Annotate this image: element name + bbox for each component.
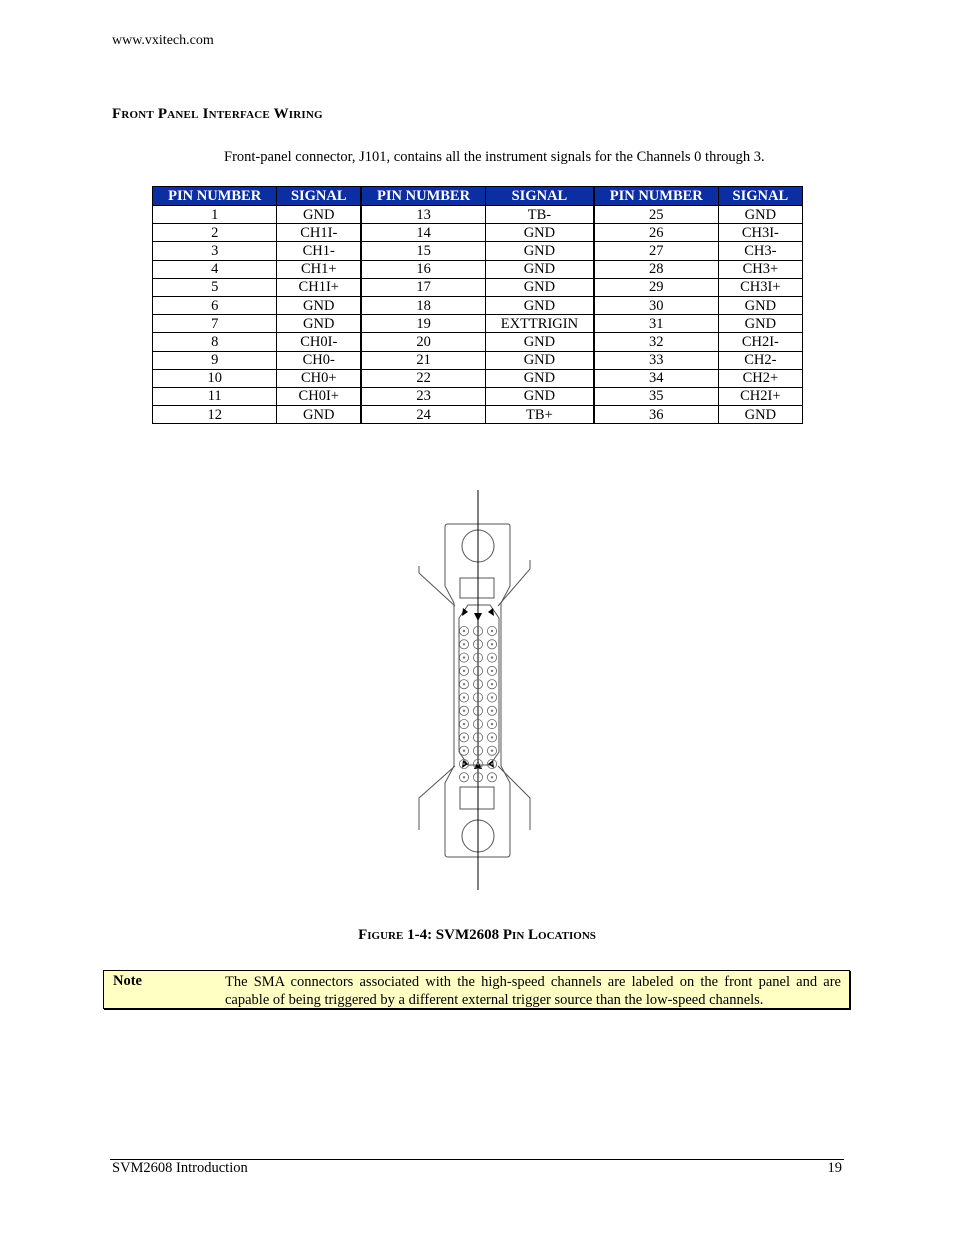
signal-cell: EXTTRIGIN	[486, 315, 594, 333]
pin-center-icon	[477, 750, 479, 752]
pin-number-cell: 30	[594, 296, 718, 314]
pin-center-icon	[477, 683, 479, 685]
guide-line	[419, 766, 455, 830]
note-text: The SMA connectors associated with the high-speed channels are labeled on the front panel and are capable of being triggered by a different external trigger source than the low-speed channels.	[225, 974, 841, 1008]
table-row	[153, 387, 803, 405]
signal-cell: TB-	[486, 206, 594, 224]
table-row	[153, 224, 803, 242]
signal-cell: CH2I-	[718, 333, 802, 351]
connector-diagram	[410, 490, 550, 895]
pin-number-cell: 8	[153, 333, 277, 351]
pin-center-icon	[477, 696, 479, 698]
signal-cell: GND	[486, 296, 594, 314]
pin-center-icon	[491, 736, 493, 738]
header-signal: SIGNAL	[486, 187, 594, 206]
signal-cell: GND	[718, 315, 802, 333]
figure-caption: Figure 1-4: SVM2608 Pin Locations	[358, 927, 596, 943]
pin-number-cell: 20	[361, 333, 485, 351]
pin-number-cell: 1	[153, 206, 277, 224]
signal-cell: TB+	[486, 406, 594, 424]
signal-cell: CH3I+	[718, 278, 802, 296]
signal-cell: CH0I-	[277, 333, 361, 351]
latch-slot	[460, 578, 494, 598]
pin-number-cell: 27	[594, 242, 718, 260]
pin-center-icon	[491, 710, 493, 712]
signal-cell: GND	[486, 224, 594, 242]
pin-center-icon	[477, 630, 479, 632]
pin-field-outline	[459, 605, 499, 765]
pin-center-icon	[477, 670, 479, 672]
table-row	[153, 333, 803, 351]
pin-number-cell: 23	[361, 387, 485, 405]
signal-cell: CH3+	[718, 260, 802, 278]
pin-number-cell: 4	[153, 260, 277, 278]
pin-center-icon	[477, 656, 479, 658]
pin-number-cell: 31	[594, 315, 718, 333]
pin-center-icon	[477, 723, 479, 725]
pin-number-cell: 24	[361, 406, 485, 424]
pin-center-icon	[463, 723, 465, 725]
signal-cell: GND	[486, 369, 594, 387]
pin-center-icon	[463, 710, 465, 712]
table-row	[153, 351, 803, 369]
pin-center-icon	[491, 670, 493, 672]
header-pin-number: PIN NUMBER	[594, 187, 718, 206]
header-signal: SIGNAL	[277, 187, 361, 206]
signal-cell: GND	[486, 278, 594, 296]
pin-number-cell: 33	[594, 351, 718, 369]
pin-number-cell: 5	[153, 278, 277, 296]
pin-number-cell: 25	[594, 206, 718, 224]
pin-center-icon	[477, 643, 479, 645]
pin-center-icon	[477, 763, 479, 765]
pin-number-cell: 22	[361, 369, 485, 387]
pin-center-icon	[477, 776, 479, 778]
pin-center-icon	[491, 696, 493, 698]
pin-center-icon	[491, 630, 493, 632]
note-box	[103, 970, 850, 1009]
pin-number-cell: 18	[361, 296, 485, 314]
table-row	[153, 206, 803, 224]
pin-center-icon	[463, 656, 465, 658]
table-row	[153, 315, 803, 333]
pin-center-icon	[491, 643, 493, 645]
table-row	[153, 278, 803, 296]
signal-cell: GND	[718, 406, 802, 424]
table-row	[153, 242, 803, 260]
arrow-icon	[488, 608, 494, 616]
guide-line	[419, 566, 455, 606]
signal-cell: CH3-	[718, 242, 802, 260]
pin-center-icon	[463, 630, 465, 632]
pin-center-icon	[491, 750, 493, 752]
pin-number-cell: 10	[153, 369, 277, 387]
table-header-row	[153, 187, 803, 206]
signal-cell: CH2-	[718, 351, 802, 369]
pin-center-icon	[463, 763, 465, 765]
signal-cell: CH1I+	[277, 278, 361, 296]
signal-cell: CH3I-	[718, 224, 802, 242]
pin-number-cell: 36	[594, 406, 718, 424]
signal-cell: CH0+	[277, 369, 361, 387]
pin-number-cell: 34	[594, 369, 718, 387]
pin-number-cell: 19	[361, 315, 485, 333]
pin-center-icon	[463, 643, 465, 645]
table-row	[153, 260, 803, 278]
pin-number-cell: 13	[361, 206, 485, 224]
pin-number-cell: 32	[594, 333, 718, 351]
signal-cell: GND	[277, 406, 361, 424]
signal-cell: CH1I-	[277, 224, 361, 242]
pin-center-icon	[491, 656, 493, 658]
signal-cell: GND	[277, 315, 361, 333]
pin-center-icon	[491, 763, 493, 765]
pin-number-cell: 7	[153, 315, 277, 333]
table-row	[153, 296, 803, 314]
guide-line	[498, 766, 530, 830]
pin-number-cell: 12	[153, 406, 277, 424]
pin-table-body	[153, 206, 803, 424]
pin-number-cell: 15	[361, 242, 485, 260]
note-label: Note	[113, 973, 142, 989]
pin-number-cell: 2	[153, 224, 277, 242]
pin-number-cell: 29	[594, 278, 718, 296]
signal-cell: GND	[486, 242, 594, 260]
signal-cell: CH0I+	[277, 387, 361, 405]
pin-center-icon	[477, 736, 479, 738]
pin-number-cell: 3	[153, 242, 277, 260]
footer-doc-title: SVM2608 Introduction	[112, 1160, 248, 1176]
footer-page-number: 19	[827, 1160, 842, 1176]
table-row	[153, 406, 803, 424]
pin-number-cell: 16	[361, 260, 485, 278]
pin-center-icon	[463, 670, 465, 672]
intro-paragraph: Front-panel connector, J101, contains all the instrument signals for the Channels 0 through 3.	[224, 149, 765, 165]
signal-cell: CH1-	[277, 242, 361, 260]
signal-cell: GND	[486, 260, 594, 278]
header-signal: SIGNAL	[718, 187, 802, 206]
signal-cell: GND	[486, 351, 594, 369]
signal-cell: GND	[277, 206, 361, 224]
signal-cell: GND	[277, 296, 361, 314]
pin-number-cell: 14	[361, 224, 485, 242]
latch-slot	[460, 787, 494, 809]
pin-center-icon	[463, 683, 465, 685]
pin-center-icon	[491, 776, 493, 778]
signal-cell: GND	[718, 206, 802, 224]
pin-center-icon	[491, 723, 493, 725]
signal-cell: GND	[486, 387, 594, 405]
pin-table	[152, 186, 803, 424]
signal-cell: CH2I+	[718, 387, 802, 405]
pin-center-icon	[463, 776, 465, 778]
signal-cell: GND	[486, 333, 594, 351]
signal-cell: CH1+	[277, 260, 361, 278]
pin-number-cell: 9	[153, 351, 277, 369]
arrow-icon	[474, 613, 482, 621]
signal-cell: CH2+	[718, 369, 802, 387]
pin-number-cell: 6	[153, 296, 277, 314]
signal-cell: GND	[718, 296, 802, 314]
section-heading: Front Panel Interface Wiring	[112, 106, 323, 122]
pin-center-icon	[477, 710, 479, 712]
table-row	[153, 369, 803, 387]
pin-number-cell: 26	[594, 224, 718, 242]
pin-number-cell: 21	[361, 351, 485, 369]
pin-number-cell: 17	[361, 278, 485, 296]
pin-number-cell: 35	[594, 387, 718, 405]
pin-center-icon	[463, 750, 465, 752]
pin-number-cell: 11	[153, 387, 277, 405]
pin-center-icon	[463, 696, 465, 698]
header-pin-number: PIN NUMBER	[361, 187, 485, 206]
site-url: www.vxitech.com	[112, 33, 214, 48]
pin-center-icon	[491, 683, 493, 685]
pin-number-cell: 28	[594, 260, 718, 278]
signal-cell: CH0-	[277, 351, 361, 369]
pin-center-icon	[463, 736, 465, 738]
header-pin-number: PIN NUMBER	[153, 187, 277, 206]
